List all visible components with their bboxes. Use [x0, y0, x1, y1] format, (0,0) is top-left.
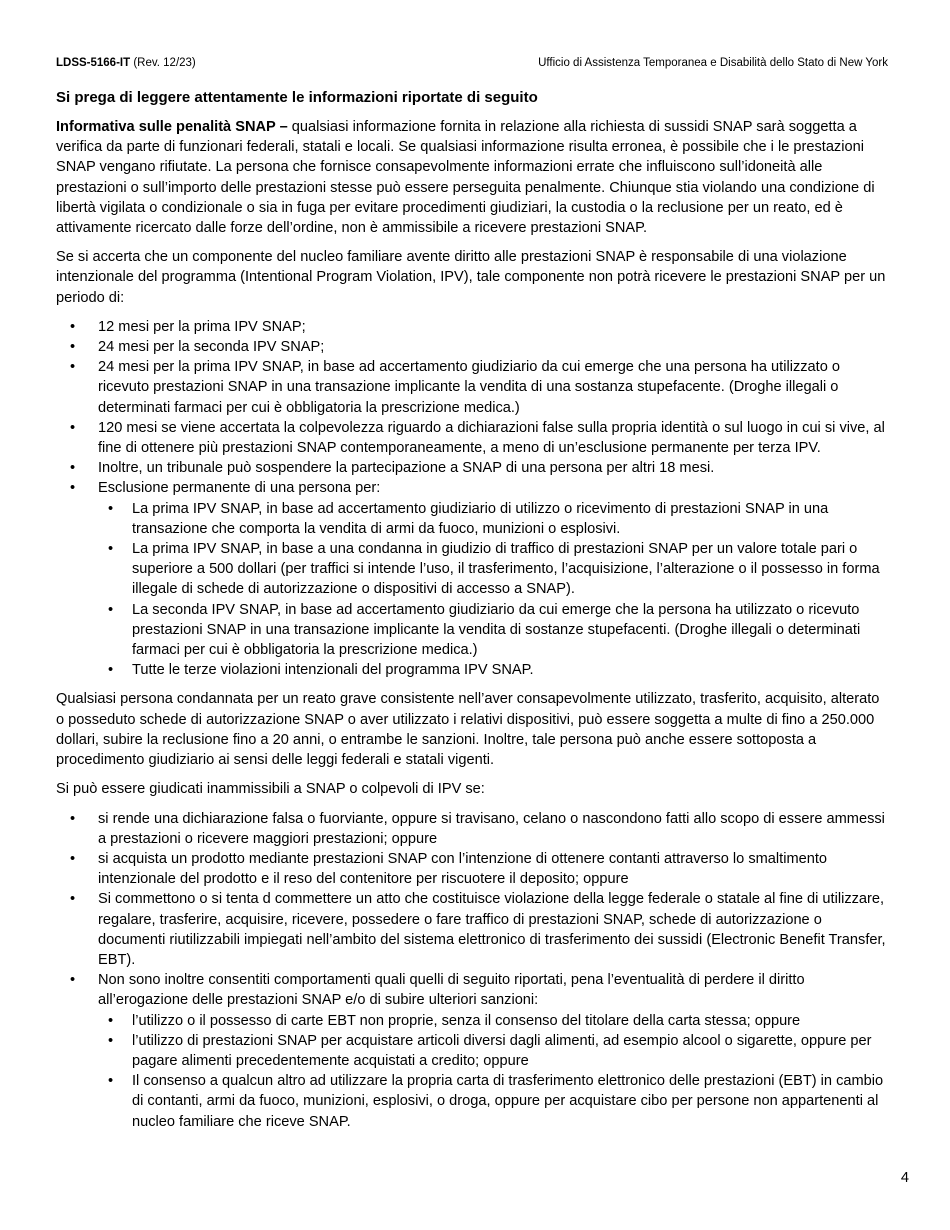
form-code: LDSS-5166-IT [56, 57, 131, 69]
document-page [56, 56, 888, 1141]
list-item: • l’utilizzo o il possesso di carte EBT non proprie, senza il consenso del titolare della carta stessa; oppure [98, 1011, 888, 1031]
page-number: 4 [900, 1170, 909, 1186]
list-item: • Tutte le terze violazioni intenzionali del programma IPV SNAP. [98, 660, 888, 680]
list-item: • 120 mesi se viene accertata la colpevolezza riguardo a dichiarazioni false sulla propria identità o sul luogo in cui si vive, al fine di ottenere più prestazioni SNAP contemporaneamente, a meno di un’esclusione permanente per terza IPV. [56, 418, 888, 458]
list-item: • si acquista un prodotto mediante prestazioni SNAP con l’intenzione di ottenere contanti attraverso lo smaltimento intenzionale del prodotto e il reso del contenitore per riscuotere il deposito; oppure [56, 849, 888, 889]
list-item: • 24 mesi per la prima IPV SNAP, in base ad accertamento giudiziario da cui emerge che una persona ha utilizzato o ricevuto prestazioni SNAP in una transazione implicante la vendita di una sostanza stupefacente. (Droghe illegali o determinati farmaci per cui è obbligatoria la prescrizione medica.) [56, 357, 888, 418]
ipv-paragraph: Se si accerta che un componente del nucleo familiare avente diritto alle prestazioni SNAP è responsabile di una violazione intenzionale del programma (Intentional Program Violation, IPV), tale componente non potrà ricevere le prestazioni SNAP per un periodo di: [56, 249, 886, 306]
other-conduct-item [56, 970, 888, 1132]
page-heading: Si prega di leggere attentamente le informazioni riportate di seguito [56, 89, 538, 106]
other-conduct-label: Non sono inoltre consentiti comportamenti quali quelli di seguito riportati, pena l’eventualità di perdere il diritto all’erogazione delle prestazioni SNAP e/o di subire ulteriori sanzioni: [98, 972, 805, 1009]
permanent-exclusion-list [98, 499, 888, 681]
list-item: • 12 mesi per la prima IPV SNAP; [56, 317, 888, 337]
list-item: • Si commettono o si tenta d commettere un atto che costituisce violazione della legge federale o statale al fine di utilizzare, regalare, trasferire, acquisire, ricevere, possedere o fare traffico di prestazioni SNAP, schede di autorizzazione o documenti riutilizzabili impiegati nell’ambito del sistema elettronico di trasferimento dei sussidi (Electronic Benefit Transfer, EBT). [56, 889, 888, 970]
page-header [56, 56, 888, 70]
list-item: • 24 mesi per la seconda IPV SNAP; [56, 337, 888, 357]
form-id [56, 56, 196, 70]
form-revision: (Rev. 12/23) [130, 57, 196, 69]
permanent-exclusion-label: Esclusione permanente di una persona per: [98, 480, 381, 497]
penalty-notice-paragraph [56, 117, 888, 238]
penalty-list [56, 317, 888, 681]
list-item: • Il consenso a qualcun altro ad utilizzare la propria carta di trasferimento elettronico delle prestazioni (EBT) in cambio di contanti, armi da fuoco, munizioni, esplosivi, o droga, oppure per acquistare cibo per persone non appartenenti al nucleo familiare che riceve SNAP. [98, 1071, 888, 1132]
agency-name: Ufficio di Assistenza Temporanea e Disabilità dello Stato di New York [538, 57, 888, 69]
penalty-notice-lead: Informativa sulle penalità SNAP – [56, 119, 288, 135]
list-item: • l’utilizzo di prestazioni SNAP per acquistare articoli diversi dagli alimenti, ad esempio alcool o sigarette, oppure per pagare alimenti precedentemente acquistati a credito; oppure [98, 1031, 888, 1071]
list-item: • La seconda IPV SNAP, in base ad accertamento giudiziario da cui emerge che la persona ha utilizzato o ricevuto prestazioni SNAP in una transazione implicante la vendita di sostanze stupefacenti. (Droghe illegali o determinati farmaci per cui è obbligatoria la prescrizione medica.) [98, 600, 888, 661]
list-item: • Inoltre, un tribunale può sospendere la partecipazione a SNAP di una persona per altri 18 mesi. [56, 458, 888, 478]
other-conduct-list [98, 1011, 888, 1132]
list-item: • La prima IPV SNAP, in base ad accertamento giudiziario di utilizzo o ricevimento di prestazioni SNAP in una transazione che comporta la vendita di armi da fuoco, munizioni o esplosivi. [98, 499, 888, 539]
ineligibility-list [56, 809, 888, 1132]
penalty-notice-text: qualsiasi informazione fornita in relazione alla richiesta di sussidi SNAP sarà soggetta a verifica da parte di funzionari federali, statali e locali. Se qualsiasi informazione risulta erronea, è possibile che i le prestazioni SNAP vengano rifiutate. La persona che fornisce consapevolmente informazioni errate che influiscono sull’idoneità alle prestazioni o sull’importo delle prestazioni stesse può essere perseguita penalmente. Chiunque stia violando una condizione di libertà vigilata o condizionale o sia in fuga per evitare procedimenti giudiziari, la custodia o la reclusione per un reato, ed è attivamente ricercato dalle forze dell’ordine, non è ammissibile a ricevere prestazioni SNAP. [56, 119, 875, 237]
felony-paragraph: Qualsiasi persona condannata per un reato grave consistente nell’aver consapevolmente utilizzato, trasferito, acquisito, alterato o posseduto schede di autorizzazione SNAP o aver utilizzato i relativi dispositivi, può essere soggetta a multe di fino a 250.000 dollari, subire la reclusione fino a 20 anni, o entrambe le sanzioni. Inoltre, tale persona può anche essere sottoposta a procedimento giudiziario ai sensi delle leggi federali e statali vigenti. [56, 691, 880, 769]
ineligibility-intro: Si può essere giudicati inammissibili a SNAP o colpevoli di IPV se: [56, 781, 485, 798]
list-item: • La prima IPV SNAP, in base a una condanna in giudizio di traffico di prestazioni SNAP per un valore totale pari o superiore a 500 dollari (per traffici si intende l’uso, il trasferimento, l’acquisizione, l’alterazione o il possesso in forma illegale di schede di autorizzazione o dispositivi di accesso a SNAP). [98, 539, 888, 600]
permanent-exclusion-item [56, 478, 888, 680]
list-item: • si rende una dichiarazione falsa o fuorviante, oppure si travisano, celano o nascondono fatti allo scopo di essere ammessi a prestazioni o ricevere maggiori prestazioni; oppure [56, 809, 888, 849]
